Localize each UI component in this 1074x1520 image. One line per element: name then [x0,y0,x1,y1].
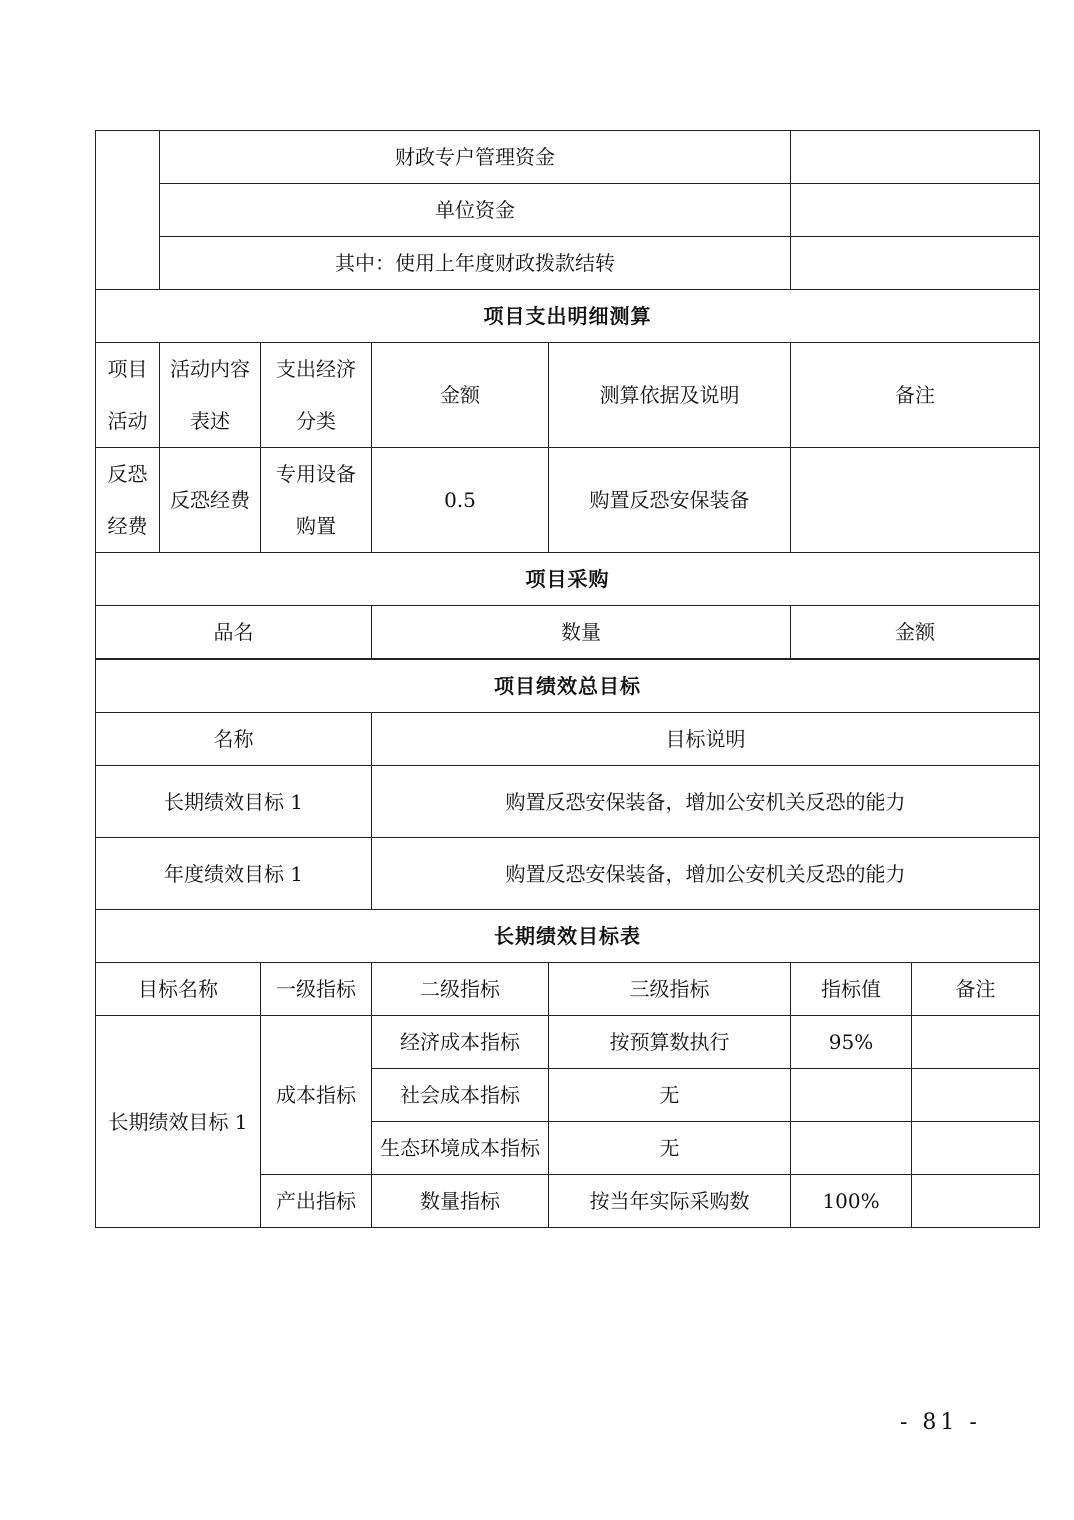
indicator-header-level1: 一级指标 [261,963,372,1016]
header-amount: 金额 [372,343,549,448]
indicator-level1: 产出指标 [261,1175,372,1228]
goals-header-name: 名称 [96,713,372,766]
header-basis: 测算依据及说明 [549,343,791,448]
indicator-remark [912,1016,1040,1069]
indicator-header-level2: 二级指标 [372,963,549,1016]
indicator-header-goal: 目标名称 [96,963,261,1016]
procurement-header-item: 品名 [96,606,372,659]
expense-activity: 反恐经费 [96,448,160,553]
funding-row-value [791,131,1040,184]
indicator-goal-name: 长期绩效目标 1 [96,1016,261,1228]
page-number: - 81 - [900,1410,981,1435]
indicator-level3: 按当年实际采购数 [549,1175,791,1228]
goal-name: 长期绩效目标 1 [96,766,372,838]
goal-name: 年度绩效目标 1 [96,838,372,910]
expense-remark [791,448,1040,553]
header-content: 活动内容表述 [160,343,261,448]
indicator-header-level3: 三级指标 [549,963,791,1016]
funding-row-value [791,237,1040,290]
indicator-value: 95% [791,1016,912,1069]
indicator-level3: 无 [549,1069,791,1122]
budget-table [95,130,1040,1228]
indicator-level2: 社会成本指标 [372,1069,549,1122]
indicator-value [791,1069,912,1122]
funding-row-label: 单位资金 [160,184,791,237]
header-category: 支出经济分类 [261,343,372,448]
funding-row-label: 其中：使用上年度财政拨款结转 [160,237,791,290]
indicator-level3: 按预算数执行 [549,1016,791,1069]
indicator-remark [912,1069,1040,1122]
expense-basis: 购置反恐安保装备 [549,448,791,553]
expense-amount: 0.5 [372,448,549,553]
indicator-header-value: 指标值 [791,963,912,1016]
section-title-long-term-table: 长期绩效目标表 [96,910,1040,963]
indicator-header-remark: 备注 [912,963,1040,1016]
indicator-level3: 无 [549,1122,791,1175]
indicator-remark [912,1122,1040,1175]
funding-row-label: 财政专户管理资金 [160,131,791,184]
funding-row-value [791,184,1040,237]
goal-desc: 购置反恐安保装备，增加公安机关反恐的能力 [372,766,1040,838]
section-title-expense-detail: 项目支出明细测算 [96,290,1040,343]
goals-header-desc: 目标说明 [372,713,1040,766]
procurement-header-quantity: 数量 [372,606,791,659]
funding-blank-cell [96,131,160,290]
section-title-overall-goals: 项目绩效总目标 [96,660,1040,713]
header-activity: 项目活动 [96,343,160,448]
goal-desc: 购置反恐安保装备，增加公安机关反恐的能力 [372,838,1040,910]
indicator-level2: 数量指标 [372,1175,549,1228]
indicator-remark [912,1175,1040,1228]
expense-content: 反恐经费 [160,448,261,553]
section-title-procurement: 项目采购 [96,553,1040,606]
procurement-header-amount: 金额 [791,606,1040,659]
indicator-level1: 成本指标 [261,1016,372,1175]
indicator-level2: 生态环境成本指标 [372,1122,549,1175]
indicator-value: 100% [791,1175,912,1228]
expense-category: 专用设备购置 [261,448,372,553]
indicator-value [791,1122,912,1175]
indicator-level2: 经济成本指标 [372,1016,549,1069]
header-remark: 备注 [791,343,1040,448]
